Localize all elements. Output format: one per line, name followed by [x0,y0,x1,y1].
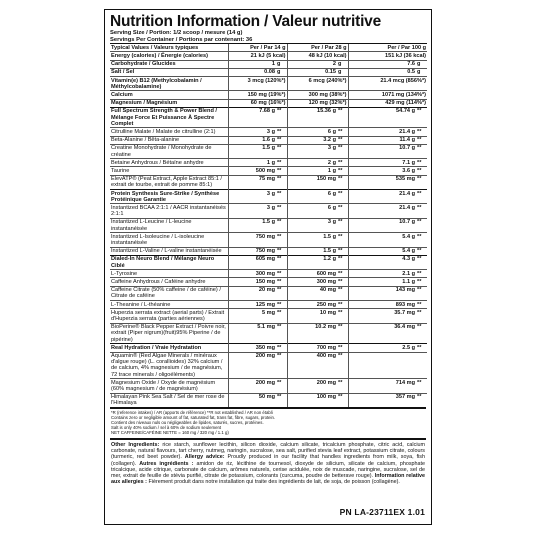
unit-per-28g: ** [337,278,348,286]
nutrient-row [110,68,427,76]
value-per-100g: 10.7 g [348,144,416,158]
ingredient-row [110,286,427,300]
row-label: Creatine Monohydrate / Monohydrate de créatine [110,144,228,158]
unit-per-14g: ** [276,247,287,255]
unit-per-14g: ** [276,159,287,167]
footnote: NET CAFFEINE/CAFÉINE NETTE = 160 mg / 320 mg / 1.1 g) [111,429,229,435]
header-per-14g: Per / Par 14 g [228,44,287,52]
unit-per-14g: ** [276,270,287,278]
value-per-14g: 300 mg [228,270,276,278]
ingredient-row [110,393,427,407]
value-per-14g: 350 mg [228,344,276,352]
value-per-14g: 200 mg [228,352,276,379]
unit-per-28g: ** [337,352,348,379]
ingredient-row [110,309,427,323]
unit-per-28g: ** [337,128,348,136]
unit-per-100g: ** [416,218,427,232]
unit-per-28g: ** [337,255,348,269]
value-per-28g: 15.36 g [287,107,337,128]
value-per-100g: 143 mg [348,286,416,300]
unit-per-14g: ** [276,167,287,175]
value-per-100g: 36.4 mg [348,323,416,344]
unit-per-28g: ** [337,218,348,232]
unit-per-14g: ** [276,128,287,136]
row-label: Aquamin® (Red Algae Minerals / minéraux d'algue rouge) (L. corallioides) 32% calcium / de calcium, 4% magnesium / de magnésium, 72 trace minerals / oligoéléments) [110,352,228,379]
value-per-14g: 75 mg [228,175,276,189]
row-label: Instantized L-Valine / L-valine instantanéisée [110,247,228,255]
value-per-28g: 600 mg [287,270,337,278]
unit-per-100g: g [416,60,427,68]
row-label: ElevATP® (Peat Extract, Apple Extract 85:1 / extrait de tourbe, extrait de pomme 85:1) [110,175,228,189]
unit-per-100g: ** [416,136,427,144]
value-per-14g: 1.5 g [228,218,276,232]
value-per-28g: 10.2 mg [287,323,337,344]
value-per-14g: 200 mg [228,379,276,393]
value-per-28g: 48 kJ (10 kcal) [287,52,348,60]
unit-per-14g: ** [276,278,287,286]
header-per-28g: Per / Par 28 g [287,44,348,52]
part-number: PN LA-23711EX 1.01 [339,507,425,517]
value-per-14g: 20 mg [228,286,276,300]
nutrient-row [110,77,427,91]
value-per-100g: 893 mg [348,301,416,309]
value-per-14g: 3 g [228,128,276,136]
unit-per-28g: g [337,60,348,68]
unit-per-100g: ** [416,278,427,286]
ingredient-row [110,323,427,344]
value-per-100g: 535 mg [348,175,416,189]
value-per-28g: 1.2 g [287,255,337,269]
value-per-100g: 10.7 g [348,218,416,232]
value-per-14g: 5.1 mg [228,323,276,344]
value-per-28g: 700 mg [287,344,337,352]
table-header-row [110,44,427,52]
unit-per-100g: ** [416,309,427,323]
value-per-28g: 10 mg [287,309,337,323]
row-label: Instantized L-Leucine / L-leucine instantanéisée [110,218,228,232]
unit-per-28g: ** [337,107,348,128]
row-label: Full Spectrum Strength & Power Blend / Mélange Force Et Puissance À Spectre Complet [110,107,228,128]
unit-per-100g: ** [416,286,427,300]
row-label: BioPerine® Black Pepper Extract / Poivre noir, extrait (Piper nigrum)(fruit)95% Piperine / de pipérine) [110,323,228,344]
value-per-28g: 6 mcg (240%*) [287,77,348,91]
ingredient-row [110,159,427,167]
unit-per-14g: ** [276,218,287,232]
ingredients-heading-fr: Autres ingrédients : [139,460,194,467]
value-per-28g: 200 mg [287,379,337,393]
allergy-heading-fr: Information relative aux allergies : [111,473,426,486]
value-per-14g: 150 mg [228,278,276,286]
unit-per-28g: ** [337,167,348,175]
value-per-100g: 4.3 g [348,255,416,269]
label-title: Nutrition Information / Valeur nutritive [110,13,382,30]
unit-per-14g: g [276,68,287,76]
footnote: Contient des niveaux nuls ou négligeables de lipides, saturés, sucres, protéines. [111,419,264,425]
value-per-28g: 1.5 g [287,247,337,255]
row-label: Protein Synthesis Sure-Strike / Synthèse Protéinique Garantie [110,190,228,204]
row-label: Salt / Sel [110,68,228,76]
row-label: Real Hydration / Vraie Hydratation [110,344,228,352]
value-per-28g: 1 g [287,167,337,175]
ingredient-row [110,352,427,379]
ingredients-text: rice starch, sunflower lecithin, silicon dioxide, calcium silicate, tricalcium phosphate, citric acid, calcium carbonate, natural flavours, tart cherry, nutmeg, naringin, sucralose, sea salt, purified stevia leaf extract, potassium citrate, colours (turmeric, red beet powder). [111,441,426,461]
row-label: L-Theanine / L-théanine [110,301,228,309]
unit-per-28g: ** [337,144,348,158]
row-label: Instantized L-Isoleucine / L-isoleucine instantanéisée [110,233,228,247]
value-per-28g: 2 [287,60,337,68]
row-label: Huperzia serrata extract (aerial parts) / Extrait d'Huperzia serrata (parties aériennes) [110,309,228,323]
value-per-100g: 357 mg [348,393,416,407]
ingredient-row [110,301,427,309]
unit-per-28g: ** [337,204,348,218]
unit-per-28g: ** [337,175,348,189]
row-label: Citrulline Malate / Malate de citrulline (2:1) [110,128,228,136]
unit-per-28g: ** [337,286,348,300]
unit-per-14g: ** [276,233,287,247]
ingredient-row [110,278,427,286]
ingredient-row [110,175,427,189]
ingredient-row [110,128,427,136]
unit-per-14g: ** [276,323,287,344]
ingredient-row [110,136,427,144]
unit-per-28g: g [337,68,348,76]
value-per-100g: 21.4 mcg (856%*) [348,77,427,91]
blend-row [110,107,427,128]
unit-per-100g: ** [416,379,427,393]
value-per-28g: 6 g [287,190,337,204]
value-per-28g: 300 mg [287,278,337,286]
ingredients-block [110,440,426,488]
value-per-14g: 1 [228,60,276,68]
unit-per-100g: ** [416,144,427,158]
value-per-14g: 3 g [228,204,276,218]
row-label: Dialed-In Neuro Blend / Mélange Neuro Ciblé [110,255,228,269]
value-per-14g: 3 g [228,190,276,204]
blend-row [110,190,427,204]
value-per-100g: 21.4 g [348,128,416,136]
row-label: Betaine Anhydrous / Bétaïne anhydre [110,159,228,167]
unit-per-100g: g [416,68,427,76]
unit-per-28g: ** [337,301,348,309]
unit-per-100g: ** [416,255,427,269]
unit-per-100g: ** [416,107,427,128]
unit-per-28g: ** [337,233,348,247]
unit-per-28g: ** [337,393,348,407]
value-per-100g: 21.4 g [348,204,416,218]
unit-per-100g: ** [416,204,427,218]
value-per-28g: 3 g [287,144,337,158]
value-per-28g: 150 mg [287,175,337,189]
unit-per-14g: ** [276,309,287,323]
value-per-100g [348,352,416,379]
unit-per-28g: ** [337,190,348,204]
unit-per-100g: ** [416,167,427,175]
value-per-14g: 1.5 g [228,144,276,158]
value-per-28g: 1.5 g [287,233,337,247]
header-per-100g: Per / Par 100 g [348,44,427,52]
ingredients-heading: Other Ingredients: [111,441,160,448]
unit-per-28g: ** [337,309,348,323]
serving-size: Serving Size / Portion: 1/2 scoop / mesure (14 g) [110,30,243,36]
nutrient-row [110,99,427,107]
unit-per-14g: ** [276,286,287,300]
row-label: Carbohydrate / Glucides [110,60,228,68]
value-per-100g: 21.4 g [348,190,416,204]
value-per-28g: 6 g [287,128,337,136]
nutrition-label [104,9,432,525]
value-per-14g: 5 mg [228,309,276,323]
value-per-14g: 150 mg (19%*) [228,91,287,99]
value-per-100g: 5.4 g [348,247,416,255]
unit-per-100g: ** [416,128,427,136]
value-per-100g: 1.1 g [348,278,416,286]
unit-per-14g: ** [276,107,287,128]
unit-per-100g: ** [416,247,427,255]
value-per-28g: 3 g [287,218,337,232]
value-per-100g: 5.4 g [348,233,416,247]
unit-per-100g: ** [416,233,427,247]
nutrition-table-body [110,44,427,407]
row-label: Beta-Alanine / Bêta-alanine [110,136,228,144]
value-per-28g: 300 mg (38%*) [287,91,348,99]
row-label: Instantized BCAA 2:1:1 / AACR instantanéisés 2:1:1 [110,204,228,218]
row-label: Taurine [110,167,228,175]
value-per-100g: 429 mg (114%*) [348,99,427,107]
value-per-28g: 400 mg [287,352,337,379]
value-per-100g: 2.1 g [348,270,416,278]
allergy-text: Proudly produced in our facility that handles ingredients from milk, soya, fish (collagen). [111,454,426,467]
value-per-100g: 151 kJ (36 kcal) [348,52,427,60]
unit-per-14g: g [276,60,287,68]
ingredients-text-fr: amidon de riz, lécithine de tournesol, dioxyde de silicium, silicate de calcium, phosphate tricalcique, acide citrique, carbonate de calcium, arômes naturels, cerise acidulée, noix de muscade, naringine, sucralose, sel de mer, extrait de feuille de stévia purifié, citrate de potassium, colorants (curcuma, poudre de betterave rouge). [111,460,426,480]
unit-per-14g: ** [276,175,287,189]
value-per-14g: 60 mg (16%*) [228,99,287,107]
value-per-28g: 6 g [287,204,337,218]
value-per-14g: 605 mg [228,255,276,269]
value-per-100g: 0.5 [348,68,416,76]
ingredient-row [110,218,427,232]
unit-per-14g: ** [276,255,287,269]
value-per-28g: 0.15 [287,68,337,76]
value-per-100g: 714 mg [348,379,416,393]
ingredient-row [110,204,427,218]
value-per-14g: 1.6 g [228,136,276,144]
value-per-28g: 120 mg (32%*) [287,99,348,107]
row-label: Magnesium / Magnésium [110,99,228,107]
unit-per-14g: ** [276,393,287,407]
value-per-100g: 54.74 g [348,107,416,128]
unit-per-100g: ** [416,301,427,309]
row-label: Vitamin(e) B12 (Methylcobalamin / Méthylcobalamine) [110,77,228,91]
value-per-100g: 7.1 g [348,159,416,167]
unit-per-14g: ** [276,352,287,379]
value-per-14g: 3 mcg (120%*) [228,77,287,91]
unit-per-14g: ** [276,190,287,204]
value-per-100g: 3.6 g [348,167,416,175]
unit-per-100g: ** [416,190,427,204]
unit-per-28g: ** [337,159,348,167]
ingredient-row [110,270,427,278]
value-per-28g: 3.2 g [287,136,337,144]
unit-per-14g: ** [276,301,287,309]
unit-per-100g: ** [416,344,427,352]
value-per-14g: 21 kJ (5 kcal) [228,52,287,60]
unit-per-100g [416,352,427,379]
value-per-14g: 1 g [228,159,276,167]
value-per-14g: 0.08 [228,68,276,76]
allergy-text-fr: Fièrement produit dans notre installation qui traite des ingrédients de lait, de soja, de poisson (collagène). [148,479,400,486]
unit-per-14g: ** [276,204,287,218]
blend-row [110,344,427,352]
value-per-14g: 750 mg [228,233,276,247]
unit-per-14g: ** [276,144,287,158]
unit-per-100g: ** [416,393,427,407]
unit-per-28g: ** [337,323,348,344]
blend-row [110,255,427,269]
nutrient-row [110,60,427,68]
unit-per-100g: ** [416,159,427,167]
row-label: Energy (calories) / Énergie (calories) [110,52,228,60]
value-per-28g: 2 g [287,159,337,167]
value-per-28g: 250 mg [287,301,337,309]
row-label: Caffeine Citrate (50% caffeine / de caféine) / Citrate de caféine [110,286,228,300]
ingredient-row [110,379,427,393]
value-per-100g: 1071 mg (134%*) [348,91,427,99]
header-typical-values: Typical Values / Valeurs typiques [110,44,228,52]
unit-per-100g: ** [416,270,427,278]
value-per-100g: 35.7 mg [348,309,416,323]
footnote: Salt is only 40% sodium / sel à 60% de sodium seulement [111,424,222,430]
footnotes [110,409,426,438]
value-per-14g: 750 mg [228,247,276,255]
row-label: L-Tyrosine [110,270,228,278]
unit-per-100g: ** [416,175,427,189]
row-label: Calcium [110,91,228,99]
row-label: Himalayan Pink Sea Salt / Sel de mer rose de l'Himalaya [110,393,228,407]
unit-per-100g: ** [416,323,427,344]
unit-per-28g: ** [337,247,348,255]
nutrient-row [110,91,427,99]
value-per-28g: 100 mg [287,393,337,407]
value-per-14g: 7.68 g [228,107,276,128]
unit-per-14g: ** [276,136,287,144]
unit-per-28g: ** [337,344,348,352]
row-label: Caffeine Anhydrous / Caféine anhydre [110,278,228,286]
ingredient-row [110,144,427,158]
nutrient-row [110,52,427,60]
ingredient-row [110,247,427,255]
nutrition-table [110,43,427,407]
unit-per-28g: ** [337,136,348,144]
allergy-heading: Allergy advice: [184,454,225,461]
value-per-100g: 2.5 g [348,344,416,352]
unit-per-28g: ** [337,379,348,393]
footnote: *R (reference intakes) / AR (apports de référence) **R not established / AR non établi [111,410,273,416]
unit-per-14g: ** [276,344,287,352]
unit-per-28g: ** [337,270,348,278]
row-label: Magnesium Oxide / Oxyde de magnésium (60% magnesium / de magnésium) [110,379,228,393]
value-per-100g: 11.4 g [348,136,416,144]
value-per-14g: 50 mg [228,393,276,407]
value-per-28g: 40 mg [287,286,337,300]
ingredient-row [110,167,427,175]
ingredient-row [110,233,427,247]
footnote: Contains zero or negligible amount of fat, saturated fat, trans fat, fibre, sugars, protein. [111,415,276,421]
servings-per-container: Servings Per Container / Portions par contenant: 36 [110,36,253,43]
value-per-14g: 500 mg [228,167,276,175]
unit-per-14g: ** [276,379,287,393]
value-per-14g: 125 mg [228,301,276,309]
value-per-100g: 7.6 [348,60,416,68]
